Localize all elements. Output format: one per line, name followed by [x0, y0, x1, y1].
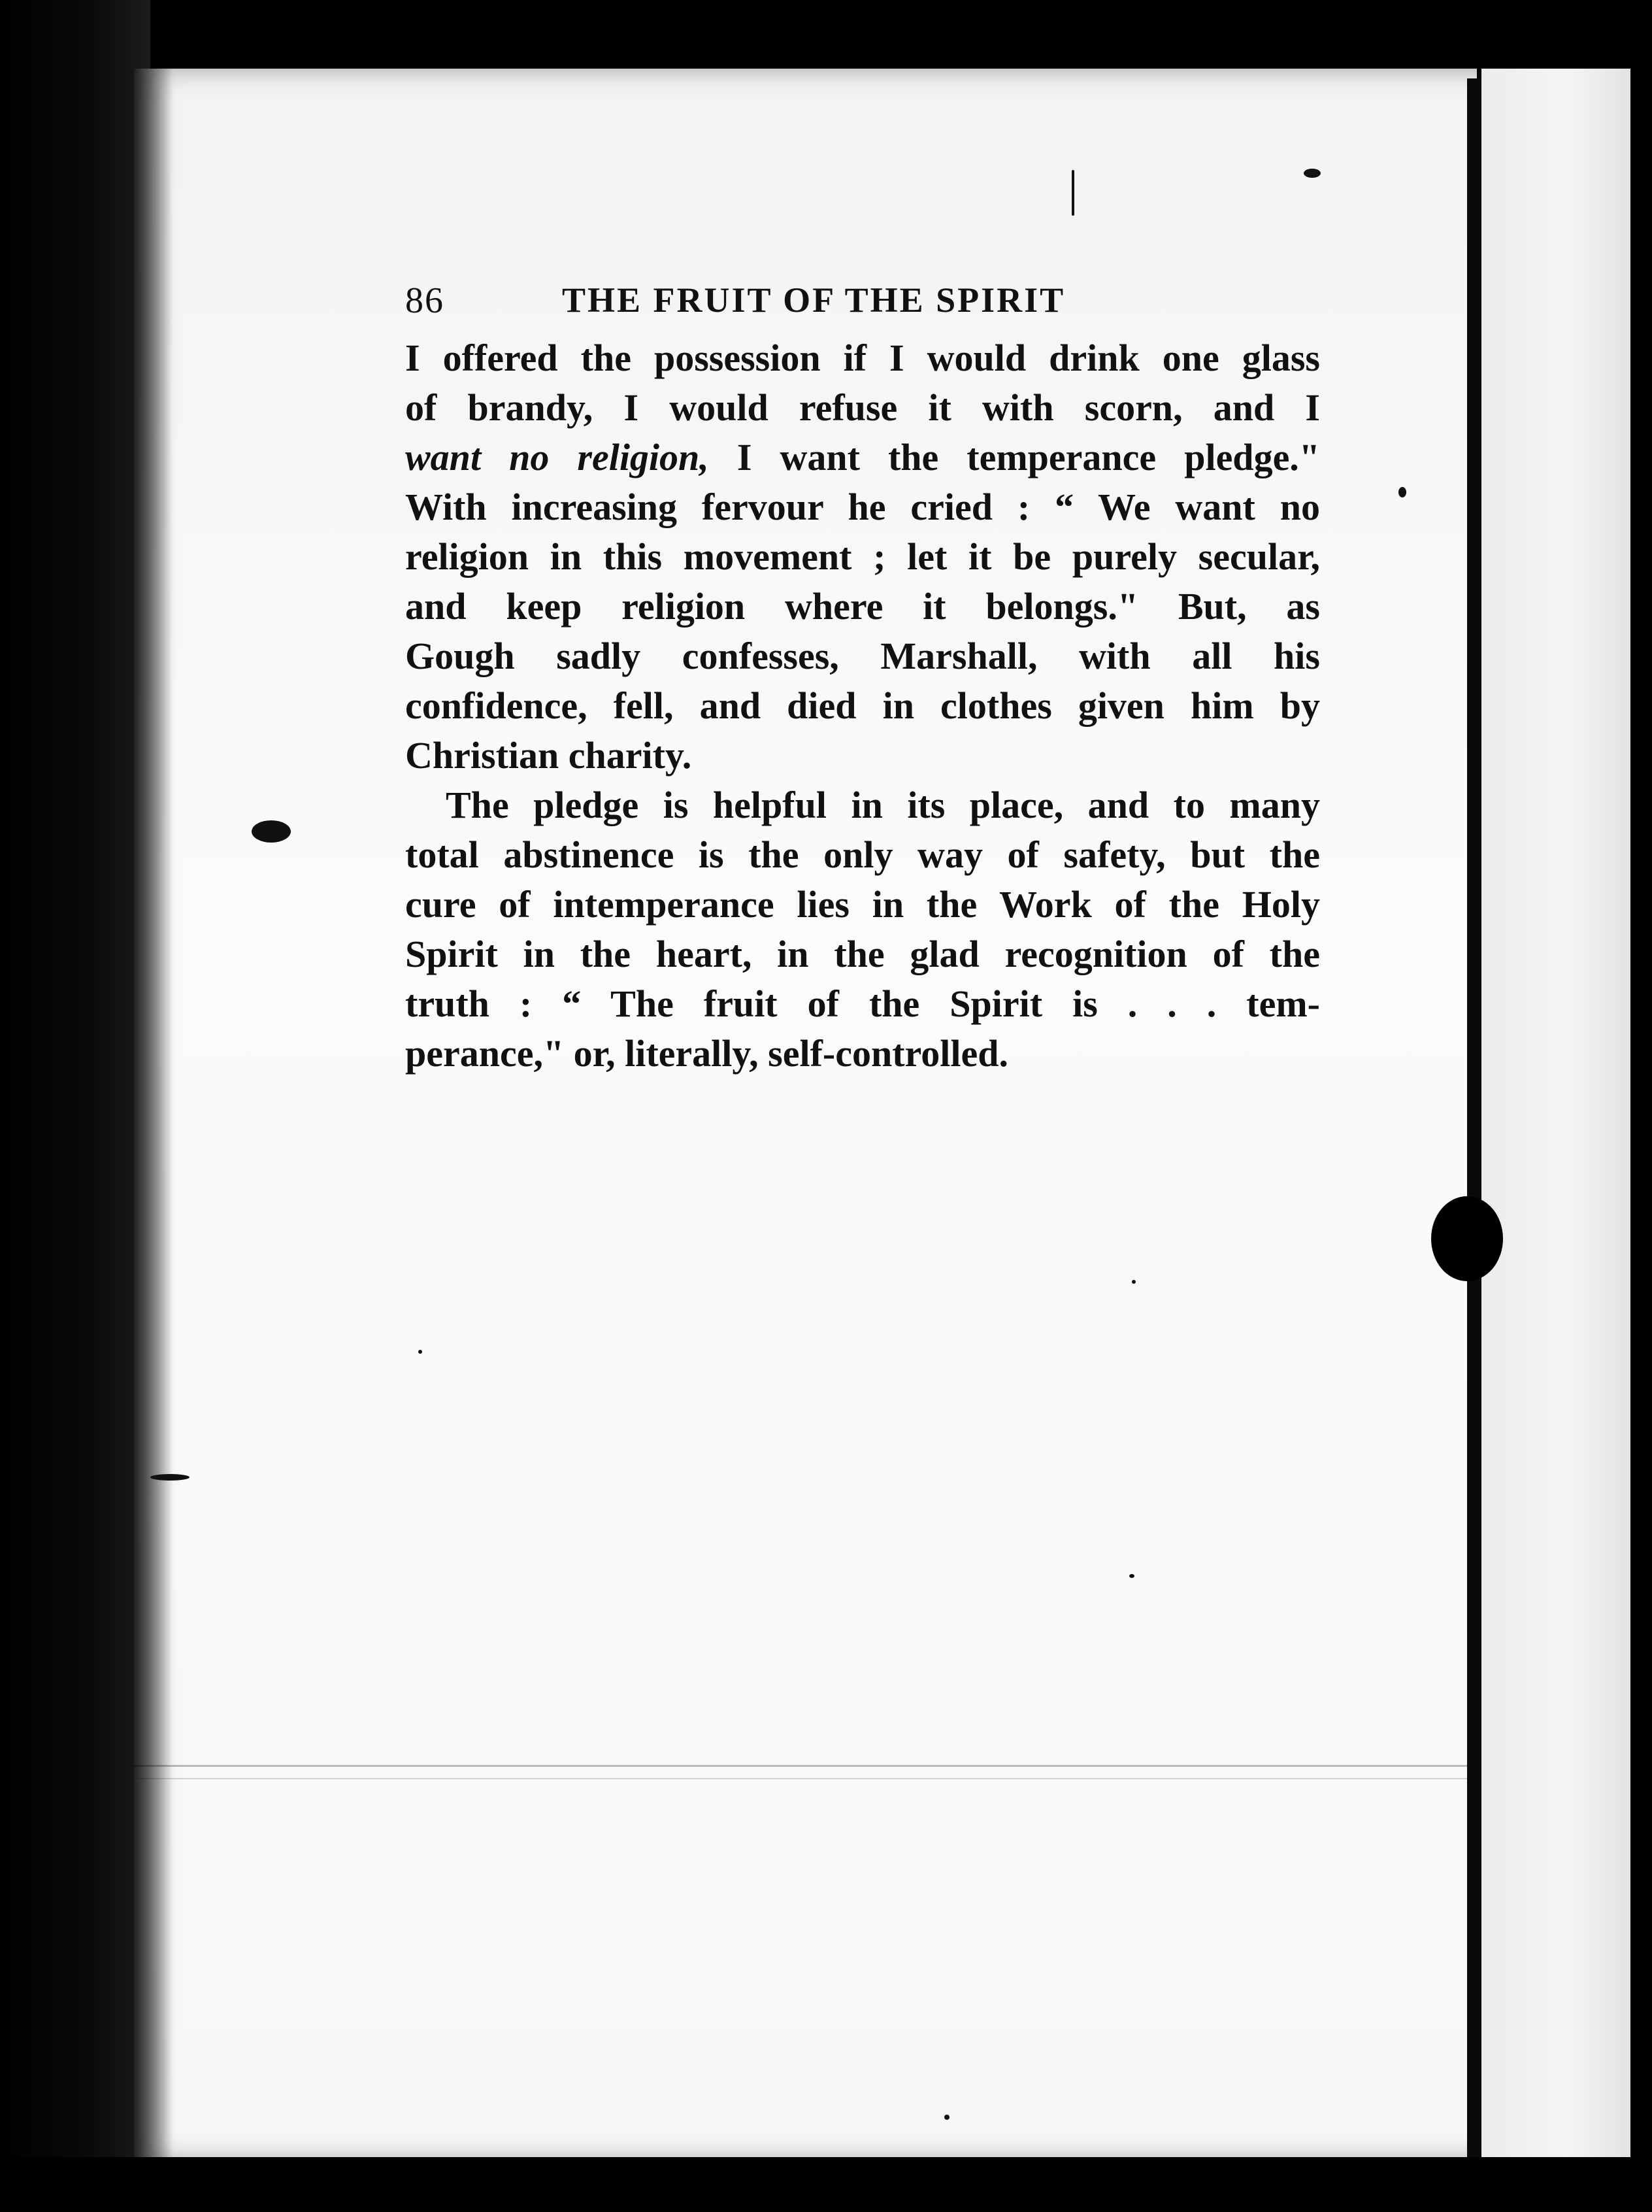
- text-line: [405, 433, 1320, 482]
- film-border-bottom: [0, 2157, 1652, 2212]
- text-line: Gough sadly confesses, Marshall, with all his: [405, 635, 1320, 677]
- text-line: perance," or, literally, self-controlled.: [405, 1032, 1008, 1075]
- text-line: With increasing fervour he cried : “ We want no: [405, 486, 1320, 528]
- text-line: total abstinence is the only way of safety, but the: [405, 833, 1320, 876]
- scan-speck: [1398, 487, 1406, 497]
- running-header: [405, 275, 1320, 333]
- scan-speck: [944, 2115, 950, 2120]
- film-border-top: [0, 0, 1652, 72]
- binding-line: [1467, 78, 1481, 2157]
- facing-page-edge: [1481, 69, 1652, 2160]
- running-head-title: THE FRUIT OF THE SPIRIT: [562, 280, 1066, 320]
- page-number: 86: [405, 280, 444, 321]
- page-edge-shadow: [134, 69, 173, 2160]
- book-gutter-shadow: [0, 0, 150, 2212]
- text-line: The pledge is helpful in its place, and to many: [446, 784, 1320, 826]
- text-line: Christian charity.: [405, 734, 692, 777]
- page-fold-line-secondary: [134, 1778, 1480, 1779]
- paragraph-2: [405, 780, 1320, 1079]
- text-line: and keep religion where it belongs." But, as: [405, 585, 1320, 628]
- text-line: religion in this movement ; let it be purely secular,: [405, 535, 1320, 578]
- text-line: of brandy, I would refuse it with scorn, and I: [405, 386, 1320, 429]
- italic-phrase: want no religion,: [405, 436, 709, 478]
- page-text-block: [405, 275, 1320, 1079]
- film-border-right: [1630, 0, 1652, 2212]
- scan-speck: [1132, 1280, 1136, 1284]
- paragraph-1: [405, 333, 1320, 780]
- text-line-rest: I want the temperance pledge.": [708, 436, 1321, 478]
- page-fold-line: [134, 1765, 1480, 1767]
- text-line: confidence, fell, and died in clothes given him by: [405, 684, 1320, 727]
- ink-blot: [1431, 1196, 1503, 1281]
- scan-speck: [1072, 170, 1074, 216]
- scan-speck: [1129, 1574, 1134, 1578]
- scan-speck: [150, 1474, 190, 1481]
- text-line: cure of intemperance lies in the Work of the Holy: [405, 883, 1320, 926]
- text-line: truth : “ The fruit of the Spirit is . . . tem-: [405, 982, 1320, 1025]
- scan-speck: [418, 1350, 422, 1354]
- text-line: I offered the possession if I would drink one glass: [405, 337, 1320, 379]
- scan-speck: [252, 820, 291, 843]
- scan-speck: [1304, 169, 1321, 178]
- text-line: Spirit in the heart, in the glad recognition of the: [405, 933, 1320, 975]
